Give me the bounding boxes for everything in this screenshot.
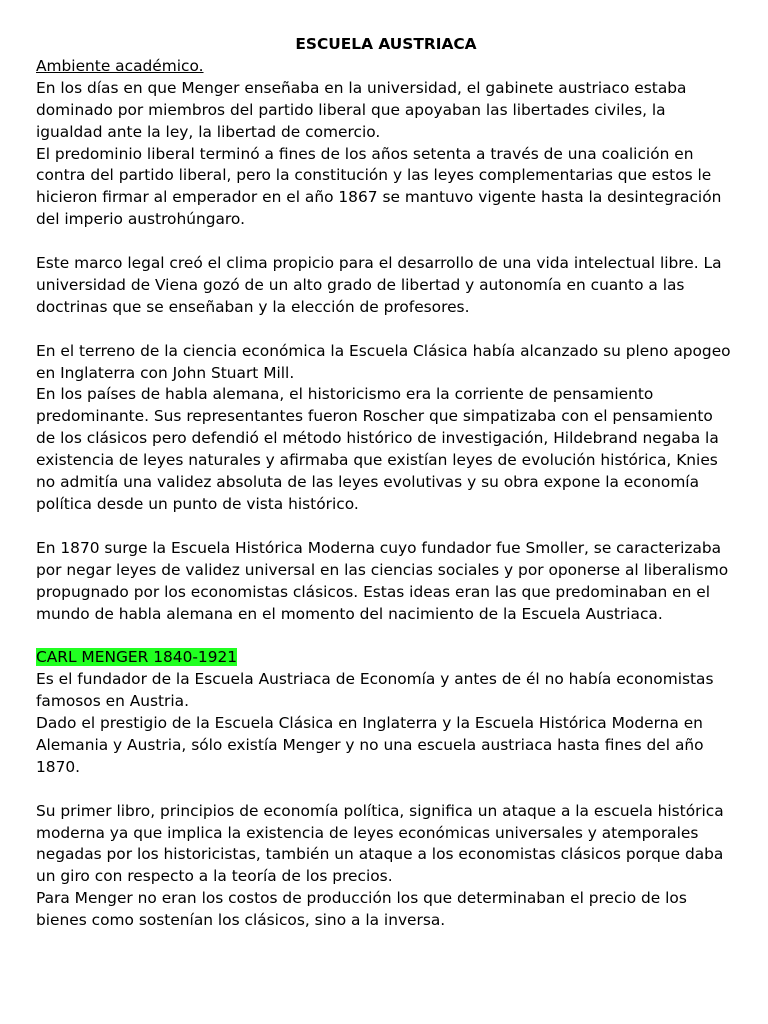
section-heading-menger: CARL MENGER 1840-1921 <box>36 648 238 667</box>
paragraph-gap <box>36 231 736 253</box>
paragraph-10: Para Menger no eran los costos de producción los que determinaban el precio de los bienes como sostenían los clásicos, sino a la inversa. <box>36 889 687 930</box>
paragraph-1: En los días en que Menger enseñaba en la universidad, el gabinete austriaco estaba dominado por miembros del partido liberal que apoyaban las libertades civiles, la igualdad ante la ley, la libertad de comercio. <box>36 78 687 141</box>
paragraph-6: En 1870 surge la Escuela Histórica Moderna cuyo fundador fue Smoller, se caracterizaba por negar leyes de validez universal en las ciencias sociales y por oponerse al liberalismo propugnado por los economistas clásicos. Estas ideas eran las que predominaban en el mundo de habla alemana en el momento del nacimiento de la Escuela Austriaca. <box>36 538 729 623</box>
paragraph-8: Dado el prestigio de la Escuela Clásica en Inglaterra y la Escuela Histórica Moderna en Alemania y Austria, sólo existía Menger y no una escuela austriaca hasta fines del año 1870. <box>36 714 704 776</box>
document-page <box>36 34 736 932</box>
paragraph-gap <box>36 779 736 801</box>
paragraph-gap <box>36 516 736 538</box>
paragraph-4: En el terreno de la ciencia económica la Escuela Clásica había alcanzado su pleno apogeo en Inglaterra con John Stuart Mill. <box>36 341 731 382</box>
paragraph-7: Es el fundador de la Escuela Austriaca de Economía y antes de él no había economistas famosos en Austria. <box>36 670 714 711</box>
paragraph-gap <box>36 625 736 647</box>
paragraph-2: El predominio liberal terminó a fines de los años setenta a través de una coalición en contra del partido liberal, pero la constitución y las leyes complementarias que estos le hicieron firmar al emperador en el año 1867 se mantuvo vigente hasta la desintegración del imperio austrohúngaro. <box>36 144 722 229</box>
paragraph-9: Su primer libro, principios de economía política, significa un ataque a la escuela histórica moderna ya que implica la existencia de leyes económicas universales y atemporales negadas por los historicistas, también un ataque a los economistas clásicos porque daba un giro con respecto a la teoría de los precios. <box>36 801 724 886</box>
paragraph-5: En los países de habla alemana, el historicismo era la corriente de pensamiento predominante. Sus representantes fueron Roscher que simpatizaba con el pensamiento de los clásicos pero defendió el método histórico de investigación, Hildebrand negaba la existencia de leyes naturales y afirmaba que existían leyes de evolución histórica, Knies no admitía una validez absoluta de las leyes evolutivas y su obra expone la economía política desde un punto de vista histórico. <box>36 385 719 513</box>
section-heading-ambiente: Ambiente académico. <box>36 56 204 75</box>
document-title: ESCUELA AUSTRIACA <box>295 35 477 53</box>
section-heading-menger-wrapper <box>36 647 736 669</box>
paragraph-gap <box>36 319 736 341</box>
paragraph-3: Este marco legal creó el clima propicio para el desarrollo de una vida intelectual libre. La universidad de Viena gozó de un alto grado de libertad y autonomía en cuanto a las doctrinas que se enseñaban y la elección de profesores. <box>36 254 722 316</box>
